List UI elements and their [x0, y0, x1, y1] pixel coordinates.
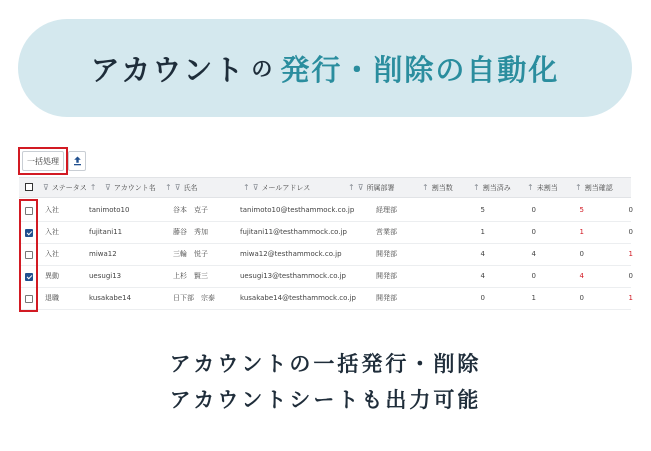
cell-account: uesugi13 — [89, 272, 122, 280]
hero-title-part2: 発行・削除の自動化 — [280, 52, 560, 87]
filter-icon: ⊽ — [357, 183, 364, 192]
cell-name: 三輪 悦子 — [173, 250, 208, 258]
row-checkbox[interactable] — [25, 207, 33, 215]
hero-title-connector: の — [251, 57, 275, 81]
column-header-status[interactable]: ⊽ ステータス ↑ — [43, 183, 97, 192]
cell-assigned: 5 — [480, 206, 485, 214]
cell-name: 日下部 宗泰 — [173, 294, 215, 302]
row-checkbox[interactable] — [25, 229, 33, 237]
cell-assigned: 0 — [480, 294, 485, 302]
row-checkbox[interactable] — [25, 251, 33, 259]
caption-line-1: アカウントの一括発行・削除 — [169, 352, 482, 376]
sort-icon: ↑ — [89, 183, 97, 192]
cell-confirmed: 0 — [628, 206, 633, 214]
cell-account: fujitani11 — [89, 228, 123, 236]
cell-account: tanimoto10 — [89, 206, 130, 214]
cell-status: 入社 — [45, 206, 59, 214]
filter-icon: ⊽ — [174, 183, 181, 192]
row-checkbox[interactable] — [25, 295, 33, 303]
cell-account: miwa12 — [89, 250, 117, 258]
sort-icon: ↑ — [527, 183, 534, 192]
hero-title-part1: アカウント — [90, 52, 246, 87]
cell-department: 開発部 — [376, 250, 397, 258]
cell-assigned-done: 1 — [531, 294, 536, 302]
sort-icon: ↑ — [348, 183, 355, 192]
cell-confirmed: 1 — [628, 250, 633, 258]
cell-department: 経理部 — [376, 206, 397, 214]
cell-status: 入社 — [45, 228, 59, 236]
cell-unassigned: 0 — [579, 294, 584, 302]
column-header-department[interactable]: ↑ ⊽ 所属部署 — [348, 183, 395, 192]
filter-icon: ⊽ — [43, 183, 49, 192]
select-all-checkbox[interactable] — [25, 183, 33, 191]
sort-icon: ↑ — [575, 183, 582, 192]
cell-email: uesugi13@testhammock.co.jp — [240, 272, 346, 280]
table-row[interactable] — [19, 266, 631, 288]
cell-department: 開発部 — [376, 272, 397, 280]
cell-assigned-done: 0 — [531, 206, 536, 214]
cell-assigned: 1 — [480, 228, 485, 236]
column-header-assigned[interactable]: ↑ 割当数 — [422, 183, 453, 192]
sort-icon: ↑ — [473, 183, 480, 192]
cell-assigned-done: 0 — [531, 228, 536, 236]
column-header-name[interactable]: ↑ ⊽ 氏名 — [165, 183, 198, 192]
cell-status: 異動 — [45, 272, 59, 280]
hero-title-banner — [18, 19, 632, 117]
upload-icon — [73, 156, 82, 166]
table-row[interactable] — [19, 244, 631, 266]
cell-name: 上杉 賢三 — [173, 272, 208, 280]
cell-assigned-done: 4 — [531, 250, 536, 258]
sort-icon: ↑ — [165, 183, 172, 192]
column-header-assign-confirmed[interactable]: ↑ 割当確認 — [575, 183, 613, 192]
cell-department: 開発部 — [376, 294, 397, 302]
table-row[interactable] — [19, 288, 631, 310]
cell-assigned: 4 — [480, 250, 485, 258]
row-checkbox[interactable] — [25, 273, 33, 281]
cell-assigned-done: 0 — [531, 272, 536, 280]
column-header-account[interactable]: ⊽ アカウント名 — [105, 183, 156, 192]
sort-icon: ↑ — [243, 183, 250, 192]
cell-unassigned: 0 — [579, 250, 584, 258]
cell-unassigned: 4 — [579, 272, 584, 280]
column-header-email[interactable]: ↑ ⊽ メールアドレス — [243, 183, 311, 192]
cell-status: 入社 — [45, 250, 59, 258]
filter-icon: ⊽ — [252, 183, 259, 192]
cell-department: 営業部 — [376, 228, 397, 236]
cell-email: tanimoto10@testhammock.co.jp — [240, 206, 355, 214]
cell-name: 谷本 克子 — [173, 206, 208, 214]
cell-status: 退職 — [45, 294, 59, 302]
cell-confirmed: 1 — [628, 294, 633, 302]
upload-button[interactable] — [68, 151, 86, 171]
batch-process-button[interactable] — [22, 151, 64, 171]
cell-unassigned: 5 — [579, 206, 584, 214]
table-row[interactable] — [19, 222, 631, 244]
batch-process-label: 一括処理 — [27, 156, 59, 166]
caption-line-2: アカウントシートも出力可能 — [169, 388, 482, 412]
sort-icon: ↑ — [422, 183, 429, 192]
cell-email: miwa12@testhammock.co.jp — [240, 250, 342, 258]
cell-confirmed: 0 — [628, 272, 633, 280]
filter-icon: ⊽ — [105, 183, 111, 192]
table-row[interactable] — [19, 200, 631, 222]
cell-email: kusakabe14@testhammock.co.jp — [240, 294, 356, 302]
cell-name: 藤谷 秀加 — [173, 228, 208, 236]
column-header-unassigned[interactable]: ↑ 未割当 — [527, 183, 558, 192]
cell-account: kusakabe14 — [89, 294, 132, 302]
cell-unassigned: 1 — [579, 228, 584, 236]
table-header — [19, 177, 631, 198]
cell-confirmed: 0 — [628, 228, 633, 236]
cell-email: fujitani11@testhammock.co.jp — [240, 228, 347, 236]
cell-assigned: 4 — [480, 272, 485, 280]
column-header-assigned-done[interactable]: ↑ 割当済み — [473, 183, 511, 192]
